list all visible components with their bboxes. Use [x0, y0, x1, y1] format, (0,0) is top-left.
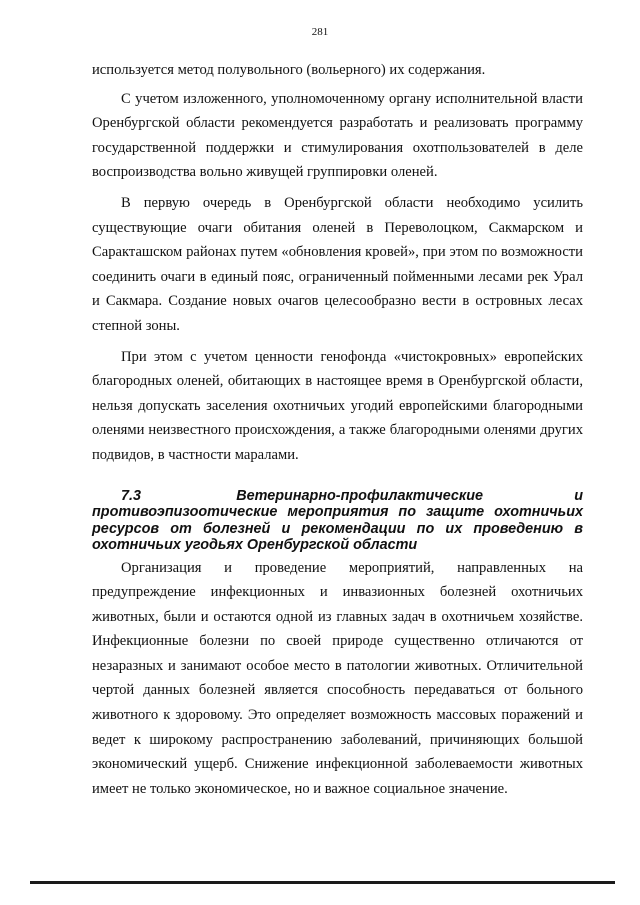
- page-number: 281: [311, 26, 329, 38]
- footer-rule: [30, 881, 615, 884]
- paragraph-priority-areas: В первую очередь в Оренбургской области необходимо усилить существующие очаги обитания оленей в Переволоцком, Сакмарском и Саракташском районах путем «обновления кровей», при этом по возможности соединить очаги в единый пояс, ограниченный пойменными лесами рек Урал и Сакмара. Создание новых очагов целесообразно вести в островных лесах степной зоны.: [92, 194, 583, 334]
- section-heading: [92, 488, 583, 554]
- section-number: 7.3: [121, 487, 142, 504]
- paragraph-recommendation: С учетом изложенного, уполномоченному органу исполнительной власти Оренбургской области рекомендуется разработать и реализовать программу государственной поддержки и стимулирования охотпользователей в деле воспроизводства вольно живущей группировки оленей.: [92, 90, 583, 181]
- paragraph-infectious-diseases: Организация и проведение мероприятий, направленных на предупреждение инфекционных и инвазионных болезней охотничьих животных, были и остаются одной из главных задач в охотничьем хозяйстве. Инфекционные болезни по своей природе существенно отличаются от незаразных и занимают особое место в патологии животных. Отличительной чертой данных болезней является способность передаваться от больного животного к здоровому. Это определяет возможность массовых поражений и ведет к широкому распространению заболеваний, причиняющих большой экономический ущерб. Снижение инфекционной заболеваемости животных имеет не только экономическое, но и важное социальное значение.: [92, 559, 583, 797]
- paragraph-genepool: При этом с учетом ценности генофонда «чистокровных» европейских благородных оленей, обитающих в настоящее время в Оренбургской области, нельзя допускать заселения охотничьих угодий европейскими благородными оленями неизвестного происхождения, а также благородными оленями других подвидов, в частности маралами.: [92, 348, 583, 463]
- page-body: [92, 58, 583, 801]
- section-title: Ветеринарно-профилактические и противоэпизоотические мероприятия по защите охотничьих ресурсов от болезней и рекомендации по их проведению в охотничьих угодьях Оренбургской области: [92, 487, 583, 553]
- paragraph-continuation: используется метод полувольного (вольерного) их содержания.: [92, 62, 486, 78]
